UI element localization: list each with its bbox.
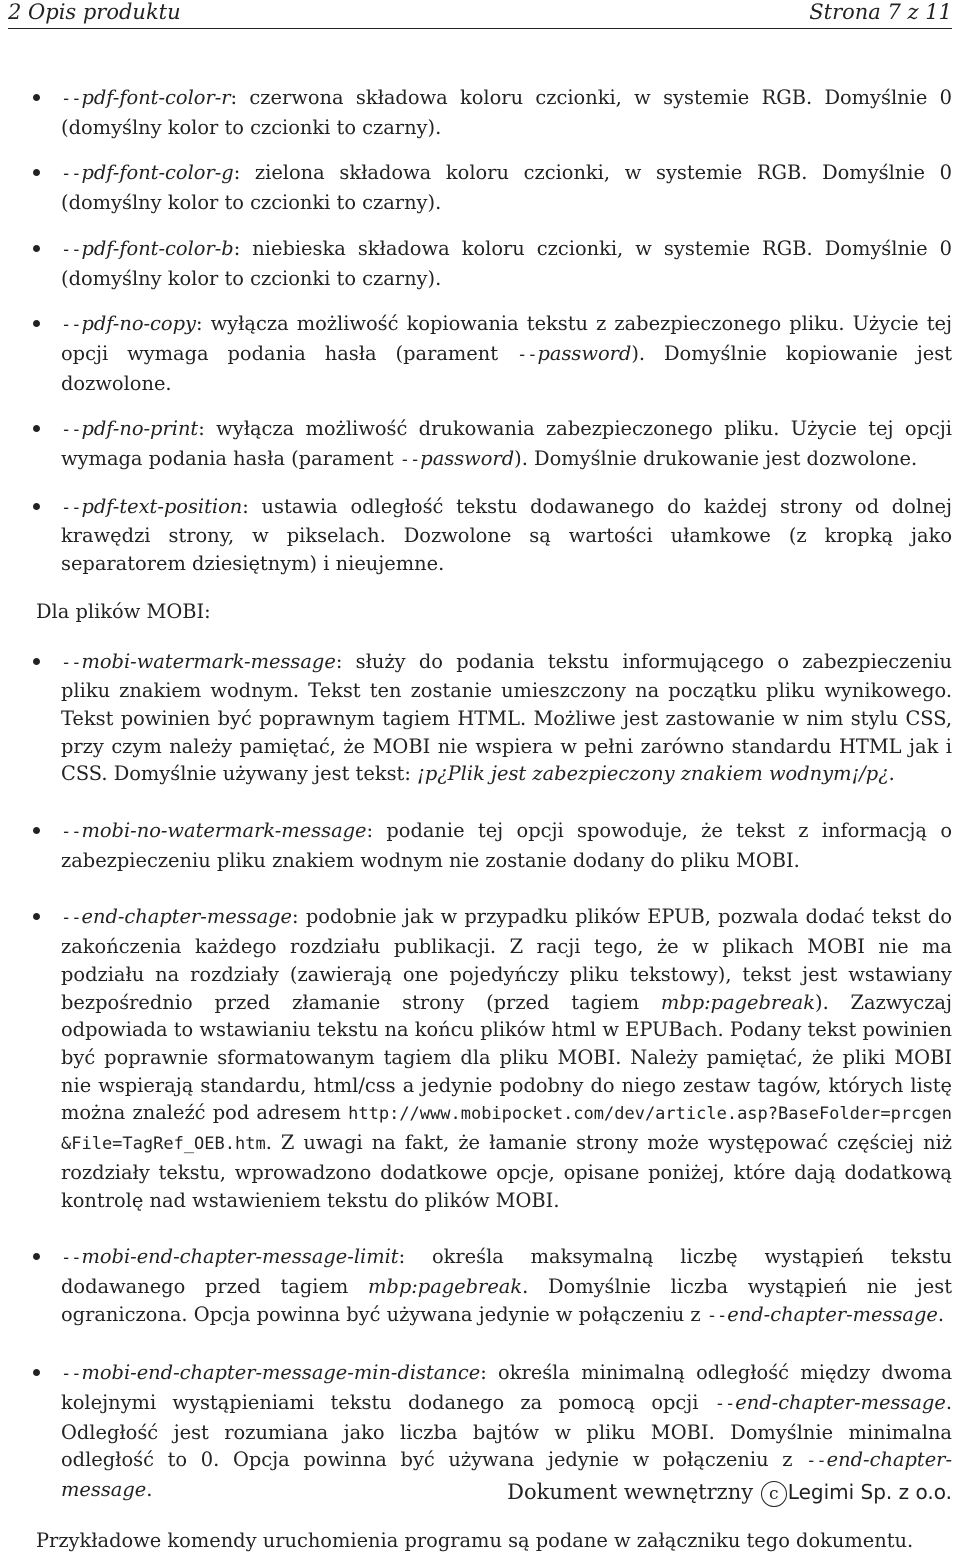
list-item <box>36 648 952 789</box>
option-description: : wyłącza możliwość drukowania zabezpieczonego pliku. Użycie tej opcji wymaga podania hasła (parament <box>61 417 952 471</box>
option-flag: --mobi-no-watermark-message <box>61 819 367 843</box>
option-flag: --pdf-font-color-r <box>61 86 231 109</box>
option-reference: --password <box>516 341 632 365</box>
list-item <box>36 817 952 874</box>
header-rule <box>8 28 952 29</box>
option-description-end: ). Domyślnie drukowanie jest dozwolone. <box>514 447 918 471</box>
bullet-icon <box>33 503 40 510</box>
option-description: : służy do podania tekstu informującego o zabezpieczeniu pliku znakiem wodnym. Tekst ten zostanie umieszczony na początku pliku wynikowego. Tekst powinien być poprawnym tagiem HTML. Możliwe jest zastowanie w nim stylu CSS, przy czym należy pamiętać, że MOBI nie wspiera w pełni zarówno standardu HTML jak i CSS. Domyślnie używany jest tekst: <box>61 649 952 786</box>
bullet-icon <box>33 245 40 252</box>
list-item <box>36 1243 952 1330</box>
page-header <box>8 0 952 26</box>
bullet-icon <box>33 169 40 176</box>
reference-url[interactable]: http://www.mobipocket.com/dev/article.asp?BaseFolder=prcgen&File=TagRef_OEB.htm <box>61 1104 952 1155</box>
option-reference: --end-chapter-message <box>61 1448 952 1502</box>
option-description: : ustawia odległość tekstu dodawanego do każdej strony od dolnej krawędzi strony, w pikselach. Dozwolone są wartości ułamkowe (z kropką jako separatorem dziesiętnym) i nieujemne. <box>61 494 952 576</box>
option-flag: --pdf-font-color-b <box>61 236 234 260</box>
bullet-icon <box>33 1253 40 1260</box>
copyright-icon: c <box>761 1481 787 1507</box>
document-body <box>36 84 952 1555</box>
page-number: Strona 7 z 11 <box>809 0 952 24</box>
option-flag: --pdf-text-position <box>61 494 243 518</box>
option-description-cont: . Odległość jest rozumiana jako liczba bajtów w pliku MOBI. Domyślnie minimalna odległość to 0. Opcja powinna być używana jedynie w połączeniu z <box>61 1391 952 1472</box>
option-flag: --pdf-no-print <box>61 417 199 441</box>
option-description-end: . Z uwagi na fakt, że łamanie strony może występować częściej niż rozdziały tekstu, wprowadzono dodatkowe opcje, opisane poniżej, które dają dodatkową kontrolę nad wstawieniem tekstu do plików MOBI. <box>61 1131 952 1212</box>
tag-name: mbp:pagebreak <box>368 1274 523 1298</box>
list-item <box>36 415 952 474</box>
closing-paragraph: Przykładowe komendy uruchomienia programu są podane w załączniku tego dokumentu. <box>36 1528 914 1552</box>
option-flag: --end-chapter-message <box>61 905 293 929</box>
mobi-heading: Dla plików MOBI: <box>36 599 211 623</box>
option-description-end: . <box>888 762 895 786</box>
list-item <box>36 235 952 292</box>
option-flag: --pdf-no-copy <box>61 312 196 336</box>
footer-prefix: Dokument wewnętrzny <box>507 1480 760 1504</box>
list-item <box>36 903 952 1214</box>
pdf-options-list <box>36 84 952 578</box>
bullet-icon <box>33 94 40 101</box>
list-item <box>36 493 952 578</box>
bullet-icon <box>33 827 40 834</box>
list-item <box>36 84 952 141</box>
option-description-cont: ). Zazwyczaj odpowiada to wstawianiu tekstu na końcu plików html w EPUBach. Podany tekst powinien być poprawnie sformatowanym tagiem dla pliku MOBI. Należy pamiętać, że pliki MOBI nie wspierają standardu, html/css a jedynie podobny do niego zestaw tagów, których listę można znaleźć pod adresem <box>61 990 953 1125</box>
option-description-cont: . Domyślnie liczba wystąpień nie jest ograniczona. Opcja powinna być używana jedynie w połączeniu z <box>61 1274 952 1326</box>
bullet-icon <box>33 320 40 327</box>
option-description: : określa maksymalną liczbę wystąpień tekstu dodawanego przed tagiem <box>61 1245 952 1298</box>
option-description: : niebieska składowa koloru czcionki, w systemie RGB. Domyślnie 0 (domyślny kolor to czcionki to czarny). <box>61 236 952 290</box>
option-description: : podanie tej opcji spowoduje, że tekst z informacją o zabezpieczeniu pliku znakiem wodnym nie zostanie dodany do pliku MOBI. <box>61 819 952 872</box>
option-description: : zielona składowa koloru czcionki, w systemie RGB. Domyślnie 0 (domyślny kolor to czcionki to czarny). <box>61 161 952 215</box>
page-footer <box>507 1480 952 1507</box>
option-reference: --end-chapter-message <box>714 1391 946 1415</box>
bullet-icon <box>33 425 40 432</box>
option-description: : podobnie jak w przypadku plików EPUB, pozwala dodać tekst do zakończenia każdego rozdziału publikacji. Z racji tego, że w plikach MOBI nie ma podziału na rozdziały (zawierają one pojedyńczy pliku tekstowy), tekst jest wstawiany bezpośrednio przed złamanie strony (przed tagiem <box>61 905 952 1014</box>
option-description: : czerwona składowa koloru czcionki, w systemie RGB. Domyślnie 0 (domyślny kolor to czcionki to czarny). <box>61 86 952 139</box>
option-description: : określa minimalną odległość między dwoma kolejnymi wystąpieniami tekstu dodanego za pomocą opcji <box>61 1361 952 1415</box>
company-name: Legimi Sp. z o.o. <box>787 1480 952 1504</box>
list-item <box>36 159 952 216</box>
tag-name: mbp:pagebreak <box>660 990 815 1014</box>
option-reference: --end-chapter-message <box>706 1302 938 1326</box>
option-flag: --mobi-watermark-message <box>61 649 336 673</box>
default-watermark-text: ¡p¿Plik jest zabezpieczony znakiem wodnym¡/p¿ <box>417 762 889 786</box>
option-description: : wyłącza możliwość kopiowania tekstu z zabezpieczonego pliku. Użycie tej opcji wymaga podania hasła (parament <box>61 312 952 365</box>
list-item <box>36 310 952 397</box>
mobi-options-list <box>36 648 952 1504</box>
option-description-end: ). Domyślnie kopiowanie jest dozwolone. <box>61 341 952 395</box>
bullet-icon <box>33 658 40 665</box>
option-flag: --mobi-end-chapter-message-min-distance <box>61 1361 481 1385</box>
bullet-icon <box>33 1369 40 1376</box>
option-description-end: . <box>146 1478 153 1502</box>
option-reference: --password <box>399 447 515 471</box>
section-title: 2 Opis produktu <box>8 0 181 24</box>
option-flag: --mobi-end-chapter-message-limit <box>61 1245 399 1269</box>
bullet-icon <box>33 913 40 920</box>
option-flag: --pdf-font-color-g <box>61 161 234 185</box>
option-description-end: . <box>937 1302 945 1326</box>
